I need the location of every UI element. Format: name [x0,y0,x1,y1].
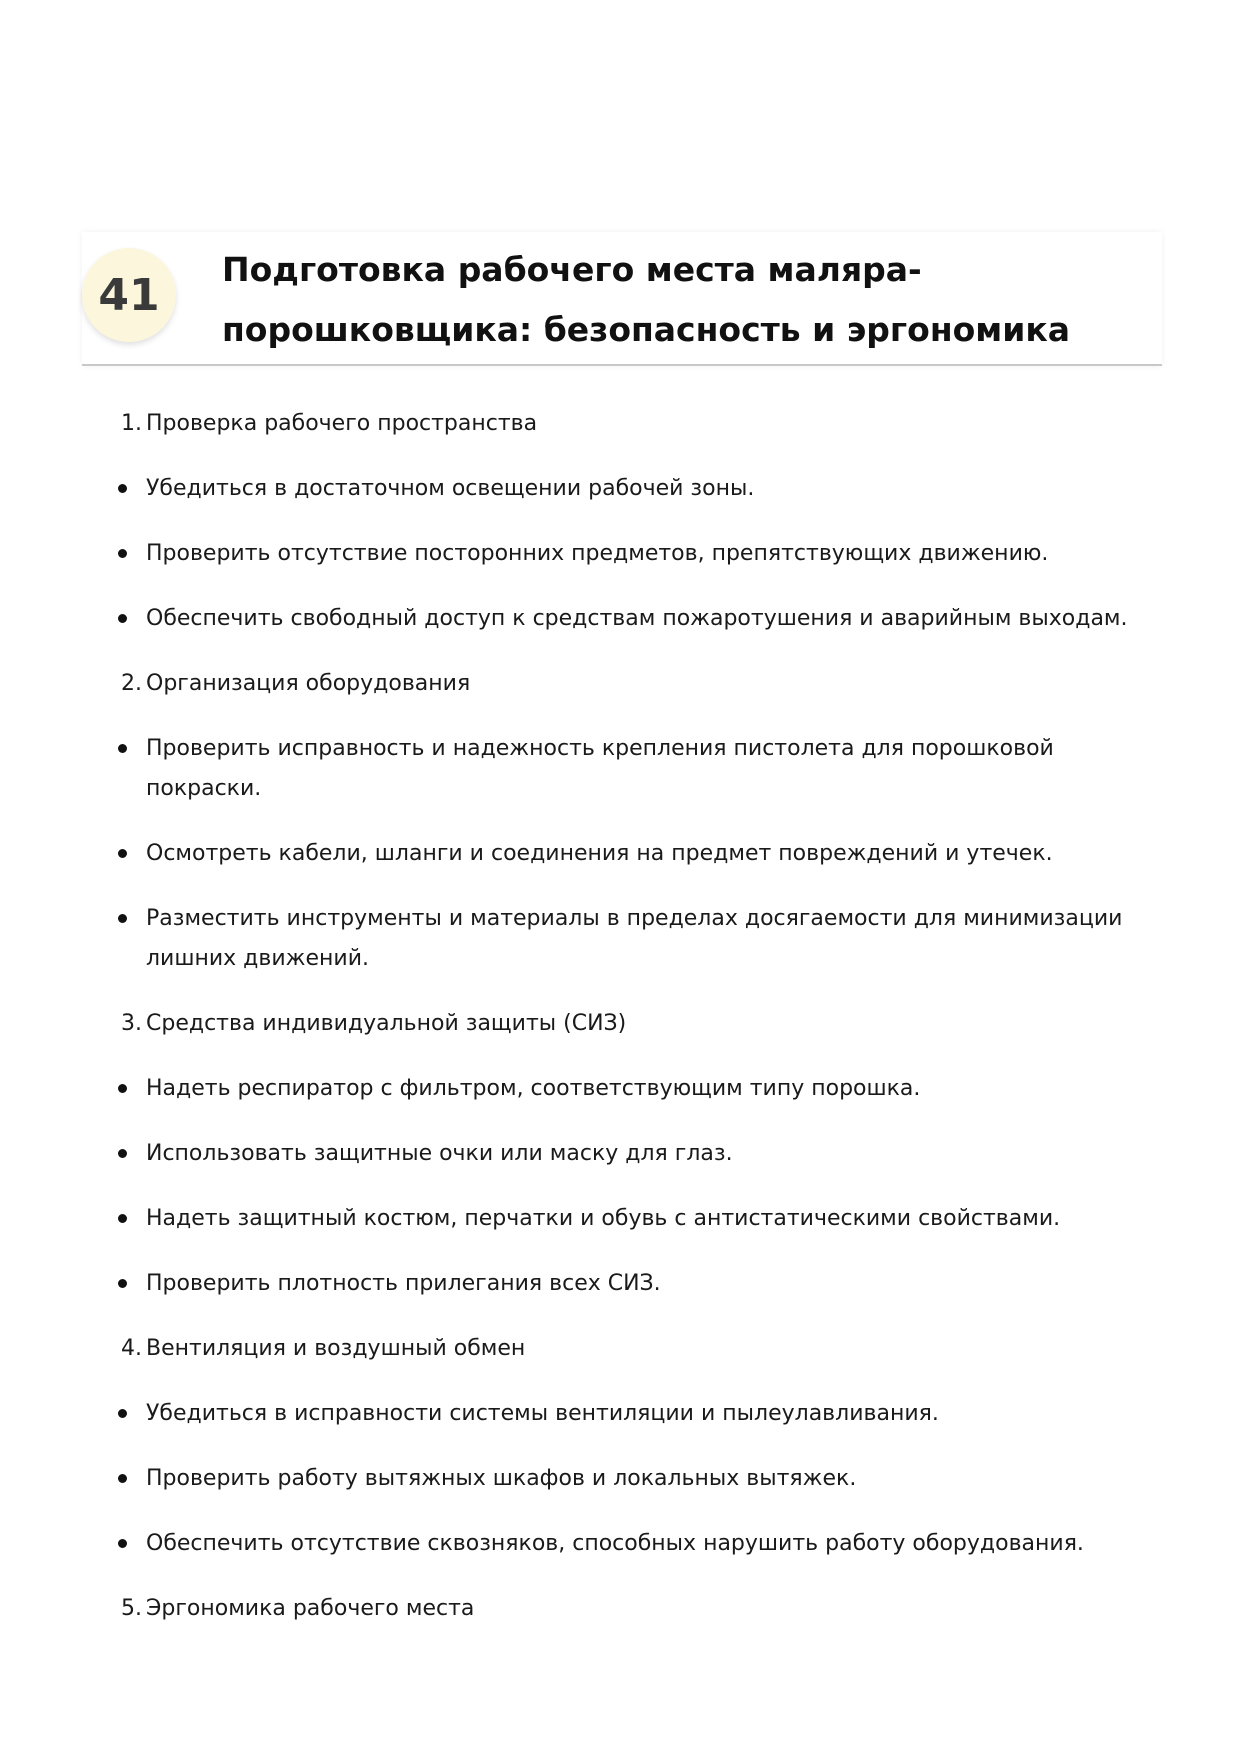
list-item [100,1069,1140,1109]
list-item [100,1199,1140,1239]
list-item-text: Убедиться в достаточном освещении рабочей зоны. [146,476,755,501]
bullet-icon [118,614,127,623]
list-item-text: Надеть защитный костюм, перчатки и обувь с антистатическими свойствами. [146,1206,1061,1231]
section-number-badge: 41 [82,248,176,342]
list-item-text: Проверить плотность прилегания всех СИЗ. [146,1271,661,1296]
list-number: 5. [121,1596,142,1621]
instruction-list [100,404,1140,1654]
bullet-icon [118,1474,127,1483]
section-header [82,232,1162,366]
bullet-icon [118,1539,127,1548]
bullet-icon [118,484,127,493]
list-item [100,1524,1140,1564]
list-heading-text: Средства индивидуальной защиты (СИЗ) [146,1011,627,1036]
page-title: Подготовка рабочего места маляра-порошковщика: безопасность и эргономика [222,250,1071,349]
bullet-icon [118,1409,127,1418]
list-heading [100,1589,1140,1629]
bullet-icon [118,1149,127,1158]
list-heading [100,404,1140,444]
list-item-text: Обеспечить отсутствие сквозняков, способных нарушить работу оборудования. [146,1531,1084,1556]
bullet-icon [118,914,127,923]
list-item-text: Надеть респиратор с фильтром, соответствующим типу порошка. [146,1076,921,1101]
list-item-text: Обеспечить свободный доступ к средствам пожаротушения и аварийным выходам. [146,606,1128,631]
list-item [100,469,1140,509]
list-item-text: Разместить инструменты и материалы в пределах досягаемости для минимизации лишних движений. [146,906,1123,971]
list-item [100,1459,1140,1499]
list-item-text: Проверить исправность и надежность крепления пистолета для порошковой покраски. [146,736,1054,801]
list-item [100,899,1140,979]
list-heading [100,664,1140,704]
bullet-icon [118,549,127,558]
list-item-text: Проверить работу вытяжных шкафов и локальных вытяжек. [146,1466,857,1491]
list-number: 3. [121,1011,142,1036]
list-item [100,599,1140,639]
list-item [100,534,1140,574]
list-item [100,1394,1140,1434]
list-heading-text: Проверка рабочего пространства [146,411,538,436]
bullet-icon [118,744,127,753]
list-number: 2. [121,671,142,696]
list-item-text: Проверить отсутствие посторонних предметов, препятствующих движению. [146,541,1049,566]
list-item-text: Осмотреть кабели, шланги и соединения на предмет повреждений и утечек. [146,841,1053,866]
list-item [100,834,1140,874]
list-heading [100,1329,1140,1369]
list-heading-text: Эргономика рабочего места [146,1596,475,1621]
list-heading-text: Организация оборудования [146,671,471,696]
list-number: 1. [121,411,142,436]
list-heading [100,1004,1140,1044]
list-item [100,729,1140,809]
bullet-icon [118,849,127,858]
list-item-text: Убедиться в исправности системы вентиляции и пылеулавливания. [146,1401,939,1426]
list-item [100,1264,1140,1304]
list-item [100,1134,1140,1174]
bullet-icon [118,1084,127,1093]
bullet-icon [118,1214,127,1223]
list-item-text: Использовать защитные очки или маску для глаз. [146,1141,733,1166]
list-number: 4. [121,1336,142,1361]
bullet-icon [118,1279,127,1288]
list-heading-text: Вентиляция и воздушный обмен [146,1336,526,1361]
